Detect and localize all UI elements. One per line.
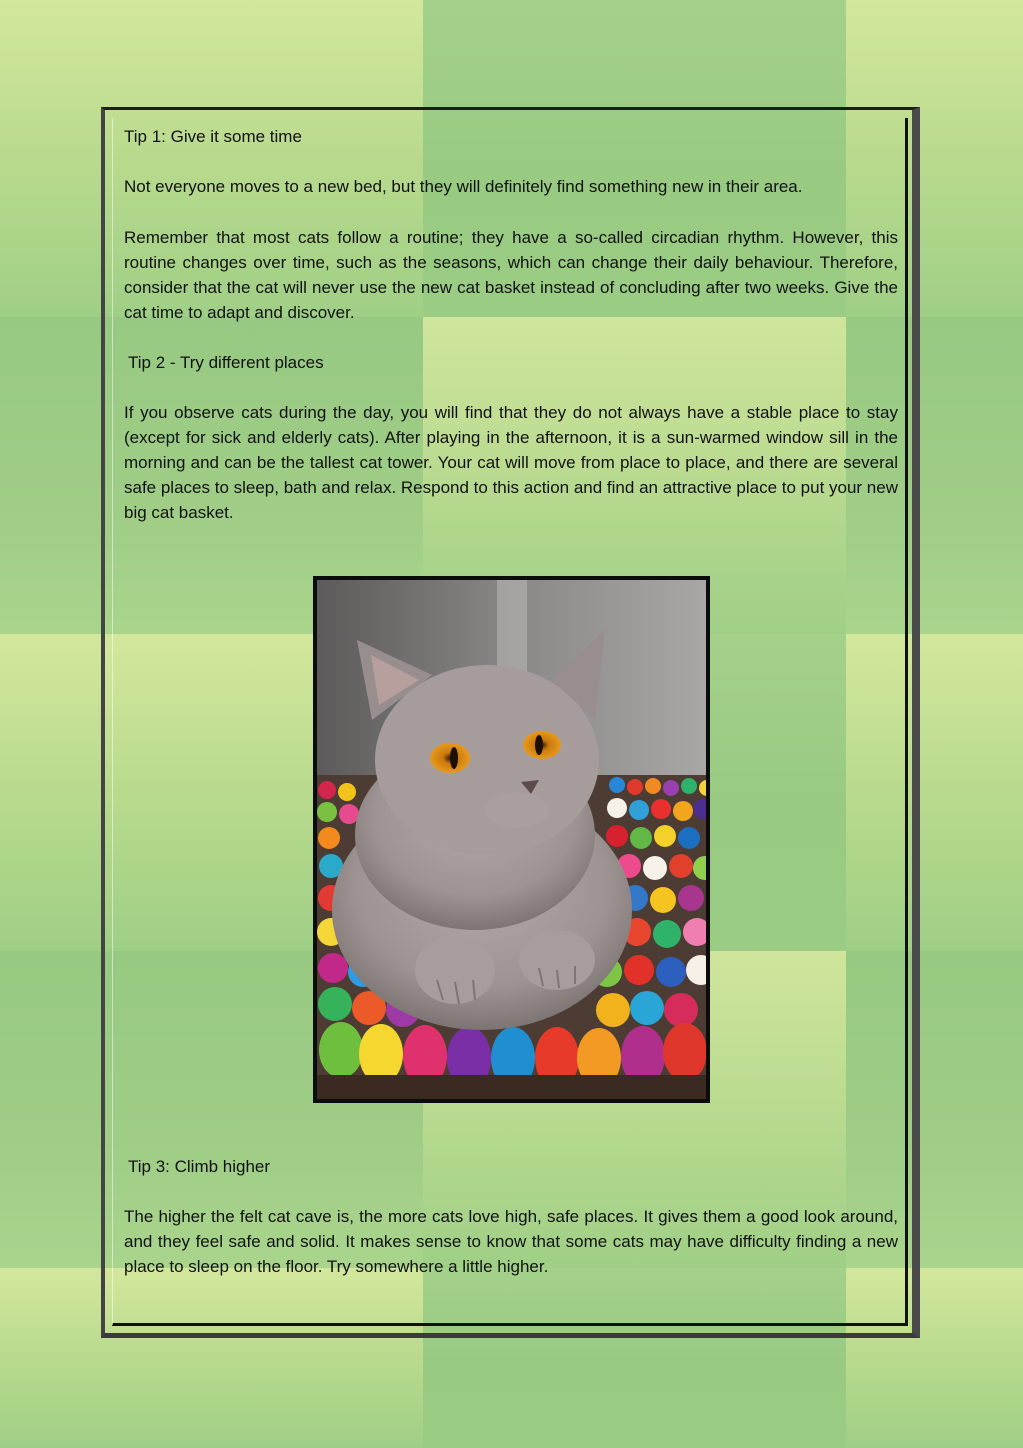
article-body <box>124 124 898 525</box>
tip1-heading: Tip 1: Give it some time <box>124 127 302 146</box>
article-body-continued <box>124 1154 898 1279</box>
tip2-paragraph-1: If you observe cats during the day, you will find that they do not always have a stable place to stay (except for sick and elderly cats). After playing in the afternoon, it is a sun-warmed window sill in the morning and can be the tallest cat tower. Your cat will move from place to place, and there are several safe places to sleep, bath and relax. Respond to this action and find an attractive place to put your new big cat basket. <box>124 403 898 522</box>
tip1-paragraph-2: Remember that most cats follow a routine; they have a so-called circadian rhythm. However, this routine changes over time, such as the seasons, which can change their daily behaviour. Therefore, consider that the cat will never use the new cat basket instead of concluding after two weeks. Give the cat time to adapt and discover. <box>124 228 898 322</box>
cat-on-felt-ball-rug-photo <box>317 580 706 1099</box>
tip1-paragraph-1: Not everyone moves to a new bed, but they will definitely find something new in their area. <box>124 177 803 196</box>
tip3-paragraph-1: The higher the felt cat cave is, the more cats love high, safe places. It gives them a good look around, and they feel safe and solid. It makes sense to know that some cats may have difficulty finding a new place to sleep on the floor. Try somewhere a little higher. <box>124 1207 898 1276</box>
tip3-heading: Tip 3: Climb higher <box>128 1157 271 1176</box>
tip2-heading: Tip 2 - Try different places <box>128 353 324 372</box>
cat-photo <box>313 576 710 1103</box>
